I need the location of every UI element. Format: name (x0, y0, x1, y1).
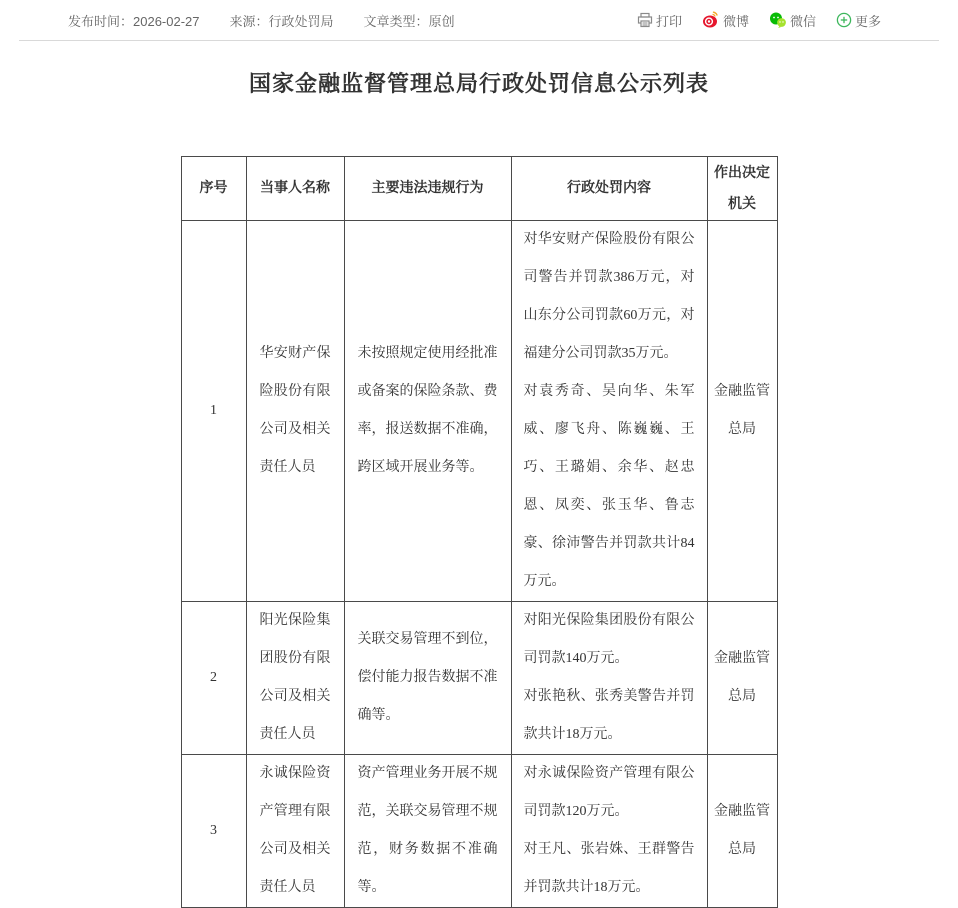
party-name-cell: 阳光保险集团股份有限公司及相关责任人员 (246, 602, 344, 755)
party-name-cell: 永诚保险资产管理有限公司及相关责任人员 (246, 755, 344, 908)
share-wechat-label: 微信 (789, 13, 816, 29)
seq-cell: 2 (181, 602, 246, 755)
header-violation: 主要违法违规行为 (344, 157, 511, 221)
header-seq: 序号 (181, 157, 246, 221)
table-row (181, 755, 777, 908)
penalty-table (181, 156, 778, 908)
wechat-icon (769, 11, 790, 29)
penalty-content-cell (511, 755, 707, 908)
article-meta-bar (19, 0, 939, 41)
penalty-paragraph: 对华安财产保险股份有限公司警告并罚款386万元，对山东分公司罚款60万元，对福建分公司罚款35万元。 (523, 232, 695, 361)
share-more-label: 更多 (854, 13, 881, 29)
penalty-paragraph: 对张艳秋、张秀美警告并罚款共计18万元。 (523, 689, 695, 742)
header-party-name: 当事人名称 (246, 157, 344, 221)
publish-time (68, 11, 200, 30)
article-type (364, 11, 455, 30)
penalty-paragraph: 对阳光保险集团股份有限公司罚款140万元。 (523, 613, 695, 666)
table-header-row (181, 157, 777, 221)
party-name-cell: 华安财产保险股份有限公司及相关责任人员 (246, 221, 344, 602)
article-source (230, 11, 334, 30)
weibo-icon (702, 11, 723, 29)
seq-cell: 1 (181, 221, 246, 602)
share-weibo-button[interactable] (702, 11, 749, 30)
violation-cell: 资产管理业务开展不规范，关联交易管理不规范，财务数据不准确等。 (344, 755, 511, 908)
printer-icon (637, 12, 656, 28)
penalty-paragraph: 对袁秀奇、吴向华、朱军威、廖飞舟、陈巍巍、王巧、王璐娟、余华、赵忠恩、凤奕、张玉华、鲁志豪、徐沛警告并罚款共计84万元。 (523, 384, 695, 589)
penalty-paragraph: 对王凡、张岩姝、王群警告并罚款共计18万元。 (523, 842, 695, 895)
penalty-content-cell (511, 221, 707, 602)
share-more-button[interactable] (836, 11, 881, 30)
authority-cell: 金融监管总局 (707, 755, 777, 908)
article-type-label: 文章类型： (363, 13, 429, 29)
table-row (181, 602, 777, 755)
authority-cell: 金融监管总局 (707, 221, 777, 602)
share-toolbar (617, 11, 939, 30)
article-meta-info (19, 11, 485, 30)
page-title: 国家金融监督管理总局行政处罚信息公示列表 (248, 71, 709, 96)
authority-cell: 金融监管总局 (707, 602, 777, 755)
publish-time-value: 2026-02-27 (133, 13, 200, 29)
publish-time-label: 发布时间： (68, 13, 134, 29)
violation-cell: 关联交易管理不到位，偿付能力报告数据不准确等。 (344, 602, 511, 755)
article-source-label: 来源： (229, 13, 269, 29)
article-type-value: 原创 (428, 13, 455, 29)
penalty-paragraph: 对永诚保险资产管理有限公司罚款120万元。 (523, 766, 695, 819)
print-button[interactable] (637, 11, 682, 30)
share-weibo-label: 微博 (722, 13, 749, 29)
table-row (181, 221, 777, 602)
article-source-value: 行政处罚局 (268, 13, 334, 29)
plus-circle-icon (836, 12, 855, 28)
seq-cell: 3 (181, 755, 246, 908)
header-penalty-content: 行政处罚内容 (511, 157, 707, 221)
header-deciding-authority: 作出决定机关 (707, 157, 777, 221)
penalty-content-cell (511, 602, 707, 755)
print-button-label: 打印 (655, 13, 682, 29)
violation-cell: 未按照规定使用经批准或备案的保险条款、费率，报送数据不准确，跨区域开展业务等。 (344, 221, 511, 602)
share-wechat-button[interactable] (769, 11, 816, 30)
